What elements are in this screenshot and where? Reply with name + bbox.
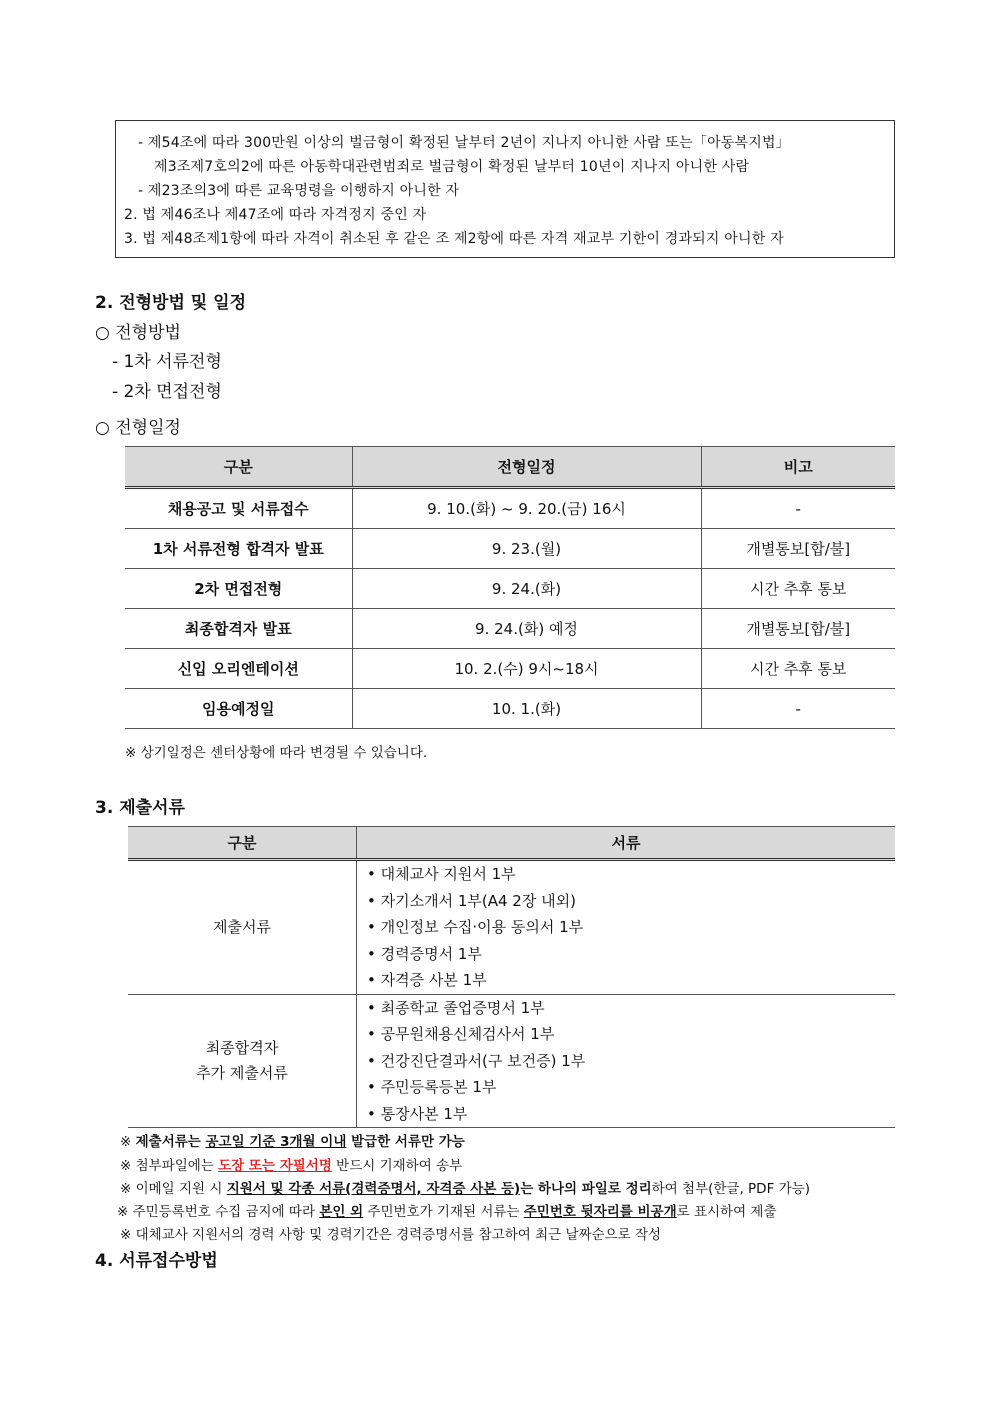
schedule-header: 비고 [701,447,895,488]
schedule-remark: 시간 추후 통보 [701,649,895,689]
schedule-stage: 임용예정일 [125,689,352,729]
schedule-date: 9. 10.(화) ~ 9. 20.(금) 16시 [352,488,701,529]
category-line: 최종합격자 [205,1038,279,1057]
documents-header-row [128,827,895,860]
schedule-label: ○ 전형일정 [95,418,181,438]
schedule-date: 10. 2.(수) 9시~18시 [352,649,701,689]
documents-category [128,860,357,995]
list-item: • 건강진단결과서(구 보건증) 1부 [367,1048,895,1075]
documents-category [128,994,357,1128]
table-row [125,649,895,689]
schedule-date: 10. 1.(화) [352,689,701,729]
note-text: 도장 또는 자필서명 [218,1158,332,1174]
list-item: • 최종학교 졸업증명서 1부 [367,995,895,1022]
note-text: 발급한 서류만 가능 [346,1134,465,1150]
note-text: ※ 이메일 지원 시 [120,1181,227,1197]
schedule-stage: 신입 오리엔테이션 [125,649,352,689]
documents-note-3 [120,1177,810,1197]
list-item: • 통장사본 1부 [367,1101,895,1128]
section-2-title: 2. 전형방법 및 일정 [95,293,246,313]
list-item: • 경력증명서 1부 [367,941,895,968]
box-line-4: 2. 법 제46조나 제47조에 따라 자격정지 중인 자 [124,207,427,223]
schedule-remark: 개별통보[합/불] [701,529,895,569]
documents-note-2 [120,1154,462,1174]
schedule-note: ※ 상기일정은 센터상황에 따라 변경될 수 있습니다. [125,745,428,761]
table-row [125,488,895,529]
schedule-remark: 시간 추후 통보 [701,569,895,609]
schedule-header: 전형일정 [352,447,701,488]
note-text: 는 하나의 파일로 정리 [520,1181,652,1197]
schedule-header-row [125,447,895,488]
note-text: ※ [120,1134,136,1150]
list-item: • 자기소개서 1부(A4 2장 내외) [367,888,895,915]
note-text: 제출서류는 [135,1134,206,1150]
schedule-date: 9. 24.(화) 예정 [352,609,701,649]
note-text: 공고일 기준 3개월 이내 [205,1134,347,1150]
schedule-remark: 개별통보[합/불] [701,609,895,649]
schedule-date: 9. 23.(월) [352,529,701,569]
category-line: 제출서류 [213,917,271,936]
box-line-3: - 제23조의3에 따른 교육명령을 이행하지 아니한 자 [138,183,460,199]
documents-list [357,861,895,994]
schedule-stage: 1차 서류전형 합격자 발표 [125,529,352,569]
table-row [125,569,895,609]
documents-header: 서류 [357,827,896,860]
schedule-date: 9. 24.(화) [352,569,701,609]
method-item-1: - 1차 서류전형 [112,352,222,372]
table-row [125,609,895,649]
box-line-1: - 제54조에 따라 300만원 이상의 벌금형이 확정된 날부터 2년이 지나지 아니한 사람 또는「아동복지법」 [138,135,790,151]
documents-list [357,995,895,1128]
note-text: 본인 외 [319,1204,364,1220]
table-row [128,860,895,995]
schedule-table [125,446,895,729]
list-item: • 대체교사 지원서 1부 [367,861,895,888]
box-line-2: 제3조제7호의2에 따른 아동학대관련범죄로 벌금형이 확정된 날부터 10년이 지나지 아니한 사람 [154,159,750,175]
note-text: 주민번호 뒷자리를 비공개 [523,1204,677,1220]
schedule-header: 구분 [125,447,352,488]
schedule-remark: - [701,488,895,529]
list-item: • 자격증 사본 1부 [367,967,895,994]
table-row [125,529,895,569]
note-text: 로 표시하여 제출 [676,1204,777,1220]
documents-note-1 [120,1130,465,1150]
schedule-stage: 최종합격자 발표 [125,609,352,649]
documents-note-5: ※ 대체교사 지원서의 경력 사항 및 경력기간은 경력증명서를 참고하여 최근 날짜순으로 작성 [120,1227,662,1243]
table-row [125,689,895,729]
documents-table [128,826,895,1128]
table-row [128,994,895,1128]
list-item: • 주민등록등본 1부 [367,1074,895,1101]
note-text: 하여 첨부(한글, PDF 가능) [651,1181,810,1197]
list-item: • 공무원채용신체검사서 1부 [367,1021,895,1048]
note-text: ※ 첨부파일에는 [120,1158,219,1174]
note-text: 지원서 및 각종 서류(경력증명서, 자격증 사본 등) [226,1181,521,1197]
schedule-stage: 2차 면접전형 [125,569,352,609]
method-label: ○ 전형방법 [95,323,181,343]
note-text: ※ 주민등록번호 수집 금지에 따라 [117,1204,320,1220]
method-item-2: - 2차 면접전형 [112,382,222,402]
disqualification-box [115,120,895,258]
documents-list-cell [357,860,896,995]
schedule-remark: - [701,689,895,729]
section-3-title: 3. 제출서류 [95,798,185,818]
section-4-title: 4. 서류접수방법 [95,1251,218,1271]
box-line-5: 3. 법 제48조제1항에 따라 자격이 취소된 후 같은 조 제2항에 따른 자격 재교부 기한이 경과되지 아니한 자 [124,231,784,247]
documents-header: 구분 [128,827,357,860]
note-text: 주민번호가 기재된 서류는 [363,1204,524,1220]
documents-note-4 [117,1200,777,1220]
category-line: 추가 제출서류 [196,1063,288,1082]
note-text: 반드시 기재하여 송부 [331,1158,463,1174]
list-item: • 개인정보 수집·이용 동의서 1부 [367,914,895,941]
documents-list-cell [357,994,896,1128]
schedule-stage: 채용공고 및 서류접수 [125,488,352,529]
